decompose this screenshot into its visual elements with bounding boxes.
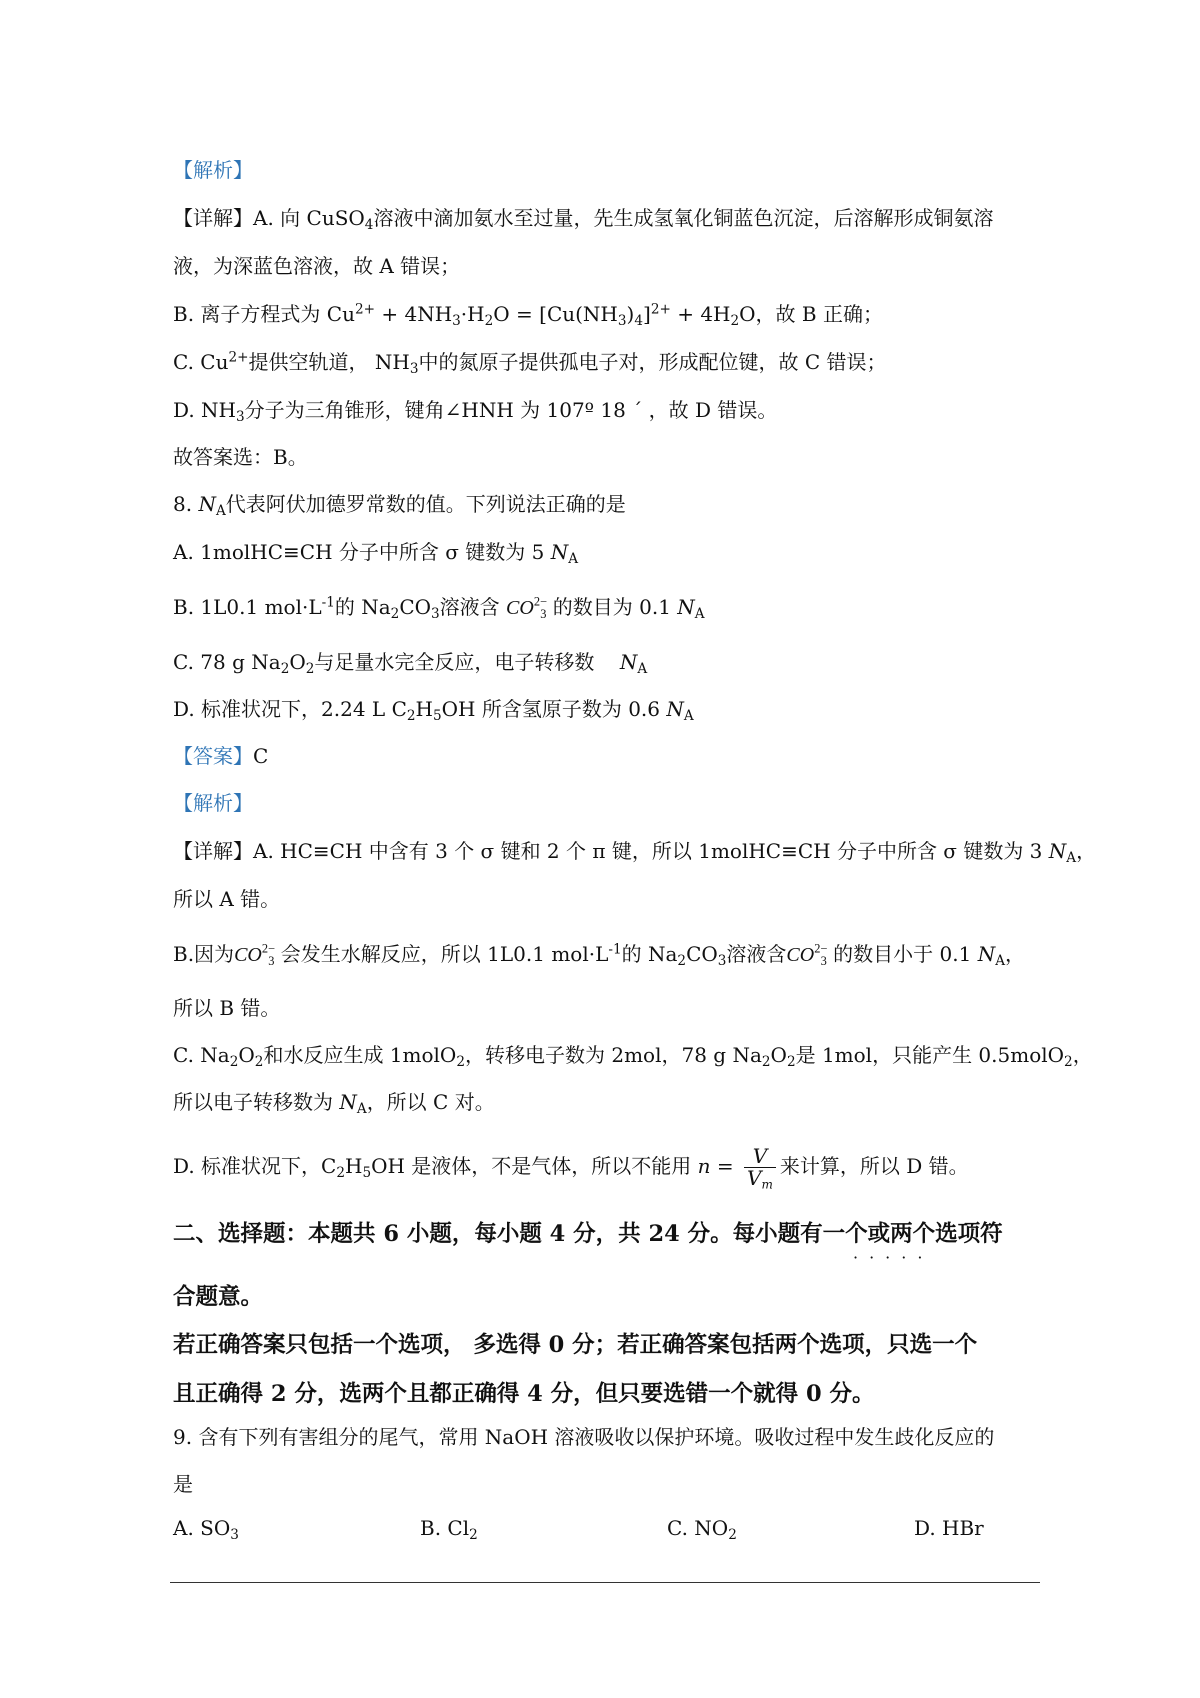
q7-final-answer: 故答案选：B。 [173, 445, 308, 469]
q8-detail-a-cont: 所以 A 错。 [173, 887, 281, 911]
q8-answer: 【答案】C [173, 744, 269, 768]
q7-detail-a: 【详解】A. 向 CuSO$_4$溶液中滴加氨水至过量，先生成氢氧化铜蓝色沉淀，后溶解形成铜氨溶 [173, 206, 994, 233]
q8-stem: 8. $N_A$代表阿伏加德罗常数的值。下列说法正确的是 [173, 492, 626, 519]
q7-detail-a-cont: 液，为深蓝色溶液，故 A 错误； [173, 254, 461, 278]
section-tag-analysis: 【解析】 [173, 791, 253, 815]
section2-scoring-note-cont: 且正确得 2 分，选两个且都正确得 4 分，但只要选错一个就得 0 分。 [173, 1381, 875, 1407]
formula-fraction: $\frac{V}{V_m}$ [744, 1146, 776, 1189]
q8-detail-d: D. 标准状况下，$C_2H_5OH$ 是液体，不是气体，所以不能用 n = $\frac{V}{V_m}$ 来计算，所以 D 错。 [173, 1144, 969, 1192]
q8-detail-b-cont: 所以 B 错。 [173, 996, 281, 1020]
section2-scoring-note: 若正确答案只包括一个选项， 多选得 0 分；若正确答案包括两个选项，只选一个 [173, 1332, 978, 1358]
detail-tag: 【详解】 [173, 206, 253, 230]
formula-n: n [697, 1154, 711, 1178]
q8-option-a: A. 1molHC≡CH 分子中所含 σ 键数为 5 $N_A$ [173, 540, 579, 567]
q9-option-b: B. $Cl_2$ [420, 1516, 478, 1543]
q8-option-d: D. 标准状况下，2.24 L $C_2H_5OH$ 所含氢原子数为 0.6 $N_A$ [173, 697, 694, 724]
q8-option-b: B. 1L0.1 $mol\cdot L^{-1}$的 $Na_2CO_3$溶液含 $CO^{2-}_3$ 的数目为 0.1 $N_A$ [173, 594, 705, 622]
section2-title-cont: 合题意。 [173, 1284, 264, 1310]
q7-detail-d: D. $NH_3$分子为三角锥形，键角∠HNH 为 107º 18 ´ ，故 D 错误。 [173, 398, 778, 425]
q9-stem-cont: 是 [173, 1472, 193, 1496]
section-tag-answer: 【答案】 [173, 744, 253, 768]
carbonate-ion: $CO^{2-}_3$ [506, 594, 548, 622]
q8-detail-c-cont: 所以电子转移数为 $N_A$，所以 C 对。 [173, 1090, 495, 1117]
footer-divider [170, 1582, 1040, 1583]
q8-detail-a: 【详解】A. HC≡CH 中含有 3 个 σ 键和 2 个 π 键，所以 1molHC≡CH 分子中所含 σ 键数为 3 $N_A$， [173, 839, 1097, 866]
q9-stem: 9. 含有下列有害组分的尾气，常用 NaOH 溶液吸收以保护环境。吸收过程中发生歧化反应的 [173, 1425, 995, 1449]
section-tag-analysis: 【解析】 [173, 158, 253, 182]
q7-detail-c: C. $Cu^{2+}$提供空轨道， $NH_3$中的氮原子提供孤电子对，形成配位键，故 C 错误； [173, 349, 887, 377]
q9-option-a: A. $SO_3$ [173, 1516, 239, 1543]
carbonate-ion: $CO^{2-}_3$ [234, 941, 276, 969]
carbonate-ion: $CO^{2-}_3$ [786, 941, 828, 969]
emphasis-dots: ····· [853, 1248, 934, 1267]
q8-option-c: C. 78 g $Na_2O_2$与足量水完全反应，电子转移数 $N_A$ [173, 650, 648, 677]
q9-option-d: D. HBr [914, 1516, 984, 1540]
q8-detail-c: C. $Na_2O_2$和水反应生成 1molO$_2$，转移电子数为 2mol，78 g $Na_2O_2$是 1mol，只能产生 0.5molO$_2$， [173, 1043, 1093, 1070]
q7-detail-b: B. 离子方程式为 $Cu^{2+} + 4NH_3\cdot H_2O = [Cu(NH_3)_4]^{2+} + 4H_2O$，故 B 正确； [173, 301, 883, 329]
section2-title: 二、选择题：本题共 6 小题，每小题 4 分，共 24 分。每小题有一个或两个选项符 [173, 1221, 1003, 1247]
q9-option-c: C. $NO_2$ [667, 1516, 737, 1543]
q8-detail-b: B.因为$CO^{2-}_3$ 会发生水解反应，所以 1L0.1 $mol\cdot L^{-1}$的 $Na_2CO_3$溶液含$CO^{2-}_3$ 的数目小于 0.1 $N_A$， [173, 941, 1026, 969]
